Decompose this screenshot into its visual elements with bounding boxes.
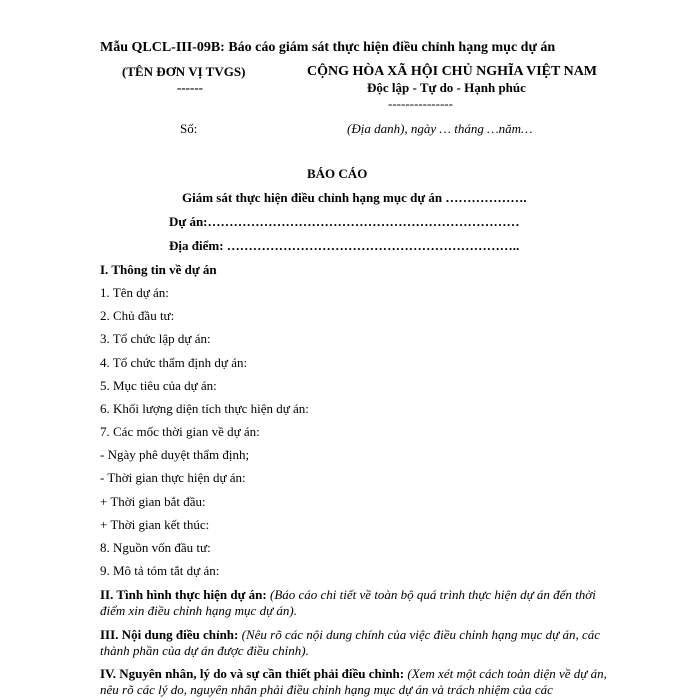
project-field: Dự án:……………………………………………………………… [169, 214, 520, 229]
section-3-note: (Nêu rõ các nội dung chính của việc điều chỉnh hạng mục dự án, các thành phần của dự án được điều chỉnh). [100, 627, 600, 658]
section-2-note: (Báo cáo chi tiết về toàn bộ quá trình thực hiện dự án đến thời điểm xin điều chỉnh hạng mục dự án). [100, 587, 596, 618]
location-field: Địa điểm: ………………………………………………………….. [169, 238, 520, 253]
section-3 [100, 627, 620, 659]
list-item: 6. Khối lượng diện tích thực hiện dự án: [100, 401, 309, 416]
list-item: 8. Nguồn vốn đầu tư: [100, 540, 211, 555]
list-item: 5. Mục tiêu của dự án: [100, 378, 217, 393]
section-2-heading: II. Tình hình thực hiện dự án: [100, 587, 267, 602]
section-4-heading: IV. Nguyên nhân, lý do và sự cần thiết phải điều chỉnh: [100, 666, 405, 681]
list-item: 1. Tên dự án: [100, 285, 169, 300]
report-title: BÁO CÁO [307, 166, 368, 181]
list-item: + Thời gian bắt đầu: [100, 494, 206, 509]
unit-name: (TÊN ĐƠN VỊ TVGS) [122, 64, 246, 79]
place-date: (Địa danh), ngày … tháng …năm… [347, 121, 533, 136]
list-item: - Thời gian thực hiện dự án: [100, 470, 246, 485]
motto: Độc lập - Tự do - Hạnh phúc [367, 80, 526, 95]
list-item: 4. Tổ chức thẩm định dự án: [100, 355, 248, 370]
section-1-heading: I. Thông tin về dự án [100, 262, 217, 277]
list-item: 7. Các mốc thời gian về dự án: [100, 424, 260, 439]
list-item: - Ngày phê duyệt thẩm định; [100, 447, 250, 462]
list-item: 3. Tổ chức lập dự án: [100, 331, 211, 346]
document-number: Số: [180, 121, 198, 136]
unit-dashes: ------ [177, 80, 203, 95]
section-4-note: (Xem xét một cách toàn diện về dự án, nêu rõ các lý do, nguyên nhân phải điều chỉnh hạng mục dự án và trách nhiệm của các [100, 666, 607, 697]
section-3-heading: III. Nội dung điều chỉnh: [100, 627, 239, 642]
list-item: + Thời gian kết thúc: [100, 517, 210, 532]
list-item: 9. Mô tả tóm tắt dự án: [100, 563, 220, 578]
form-title: Mẫu QLCL-III-09B: Báo cáo giám sát thực hiện điều chỉnh hạng mục dự án [100, 40, 556, 55]
report-subtitle: Giám sát thực hiện điều chỉnh hạng mục dự án ………………. [182, 190, 527, 205]
section-2 [100, 587, 620, 619]
section-4 [100, 666, 620, 698]
list-item: 2. Chủ đầu tư: [100, 308, 175, 323]
motto-dashes: --------------- [388, 96, 453, 111]
country-name: CỘNG HÒA XÃ HỘI CHỦ NGHĨA VIỆT NAM [307, 64, 598, 79]
